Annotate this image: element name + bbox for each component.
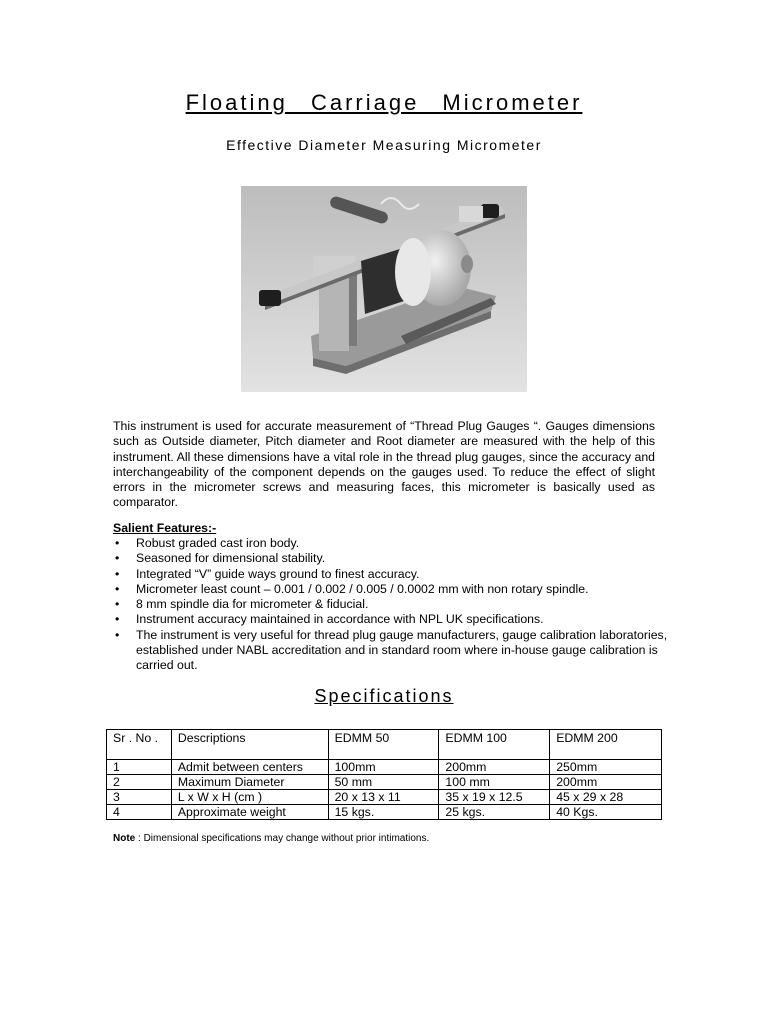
bullet-icon: • — [115, 627, 120, 642]
table-cell: 45 x 29 x 28 — [550, 790, 662, 805]
bullet-icon: • — [115, 612, 120, 627]
table-cell: 100mm — [328, 760, 439, 775]
bullet-icon: • — [115, 551, 120, 566]
intro-paragraph: This instrument is used for accurate measurement of “Thread Plug Gauges “. Gauges dimensions such as Outside diameter, Pitch diameter and Root diameter are measured with the help of this instrument. All these dimensions have a vital role in the thread plug gauges, since the accuracy and interchangeability of the component depends on the gauges used. To reduce the effect of slight errors in the micrometer screws and measuring faces, this micrometer is basically used as comparator. — [113, 419, 655, 510]
table-cell: 15 kgs. — [328, 805, 439, 820]
table-cell: 4 — [107, 805, 172, 820]
table-cell: L x W x H (cm ) — [171, 790, 328, 805]
table-cell: 1 — [107, 760, 172, 775]
table-cell: 100 mm — [439, 775, 550, 790]
note — [113, 833, 429, 844]
table-cell: 250mm — [550, 760, 662, 775]
features-heading: Salient Features:- — [113, 521, 217, 535]
list-item: • Robust graded cast iron body. — [115, 536, 300, 550]
micrometer-illustration — [241, 186, 527, 392]
table-cell: 3 — [107, 790, 172, 805]
document-title: Floating Carriage Micrometer — [185, 90, 583, 115]
bullet-icon: • — [115, 581, 120, 596]
table-header-cell: EDMM 100 — [439, 730, 550, 760]
list-item: • Micrometer least count – 0.001 / 0.002 / 0.005 / 0.0002 mm with non rotary spindle. — [115, 581, 589, 596]
list-item: • The instrument is very useful for thread plug gauge manufacturers, gauge calibration laboratories, established under NABL accreditation and in standard room where in-house gauge calibration is carried out. — [115, 627, 668, 673]
table-cell: Approximate weight — [171, 805, 328, 820]
table-header-cell: Descriptions — [171, 730, 328, 760]
table-cell: 200mm — [439, 760, 550, 775]
note-text: : Dimensional specifications may change without prior intimations. — [135, 833, 430, 844]
table-cell: Admit between centers — [171, 760, 328, 775]
table-row — [107, 775, 662, 790]
table-cell: 20 x 13 x 11 — [328, 790, 439, 805]
list-item: • 8 mm spindle dia for micrometer & fiducial. — [115, 597, 369, 612]
table-row — [107, 805, 662, 820]
micrometer-photo — [241, 186, 527, 392]
table-cell: 2 — [107, 775, 172, 790]
table-cell: Maximum Diameter — [171, 775, 328, 790]
table-cell: 40 Kgs. — [550, 805, 662, 820]
specifications-heading: Specifications — [314, 686, 454, 706]
features-list — [113, 536, 673, 674]
list-item: • Seasoned for dimensional stability. — [115, 551, 326, 566]
table-cell: 25 kgs. — [439, 805, 550, 820]
table-header-cell: EDMM 200 — [550, 730, 662, 760]
note-label: Note — [113, 833, 136, 844]
specifications-table — [106, 729, 662, 820]
table-row — [107, 790, 662, 805]
table-header-row — [107, 730, 662, 760]
table-cell: 50 mm — [328, 775, 439, 790]
bullet-icon: • — [115, 536, 120, 550]
table-cell: 35 x 19 x 12.5 — [439, 790, 550, 805]
table-cell: 200mm — [550, 775, 662, 790]
bullet-icon: • — [115, 566, 120, 581]
document-subtitle: Effective Diameter Measuring Micrometer — [226, 137, 542, 153]
table-row — [107, 760, 662, 775]
list-item: • Integrated “V” guide ways ground to finest accuracy. — [115, 566, 420, 581]
list-item: • Instrument accuracy maintained in accordance with NPL UK specifications. — [115, 612, 544, 627]
table-header-cell: Sr . No . — [107, 730, 172, 760]
bullet-icon: • — [115, 597, 120, 612]
table-header-cell: EDMM 50 — [328, 730, 439, 760]
